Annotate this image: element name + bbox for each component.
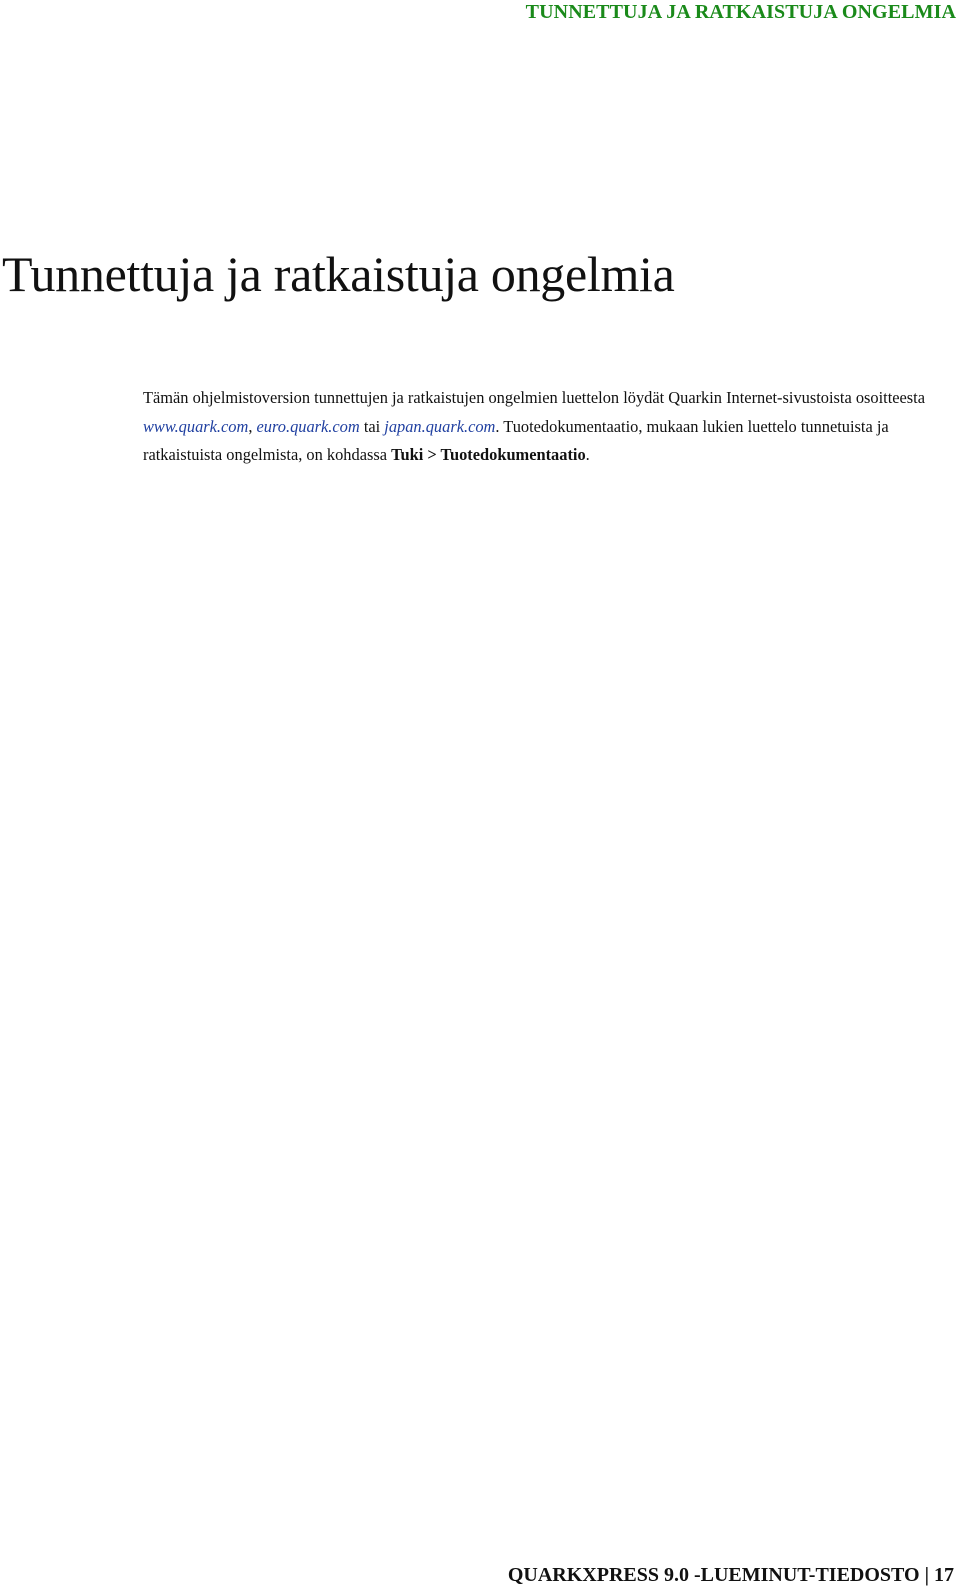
page-title: Tunnettuja ja ratkaistuja ongelmia (2, 246, 675, 302)
link-www-quark[interactable]: www.quark.com (143, 416, 249, 436)
paragraph-sep-1: , (248, 416, 257, 436)
paragraph-text-3: . (585, 445, 590, 465)
paragraph-sep-2: tai (359, 416, 385, 436)
footer-product: QUARKXPRESS 9.0 -LUEMINUT-TIEDOSTO (507, 1564, 920, 1586)
link-japan-quark[interactable]: japan.quark.com (384, 416, 496, 436)
menu-path: Tuki > Tuotedokumentaatio (391, 445, 586, 465)
page-footer (508, 1562, 954, 1588)
footer-separator: | (919, 1564, 934, 1586)
link-euro-quark[interactable]: euro.quark.com (256, 416, 360, 436)
paragraph-text-2: . Tuotedokumentaatio, mukaan lukien luettelo tunnetuista ja ratkaistuista ongelmista, on kohdassa (143, 416, 889, 465)
body-paragraph (143, 384, 943, 470)
running-header: TUNNETTUJA JA RATKAISTUJA ONGELMIA (525, 1, 956, 23)
paragraph-text-1: Tämän ohjelmistoversion tunnettujen ja ratkaistujen ongelmien luettelon löydät Quarkin Internet-sivustoista osoitteesta (143, 388, 926, 407)
page-number: 17 (934, 1564, 954, 1586)
